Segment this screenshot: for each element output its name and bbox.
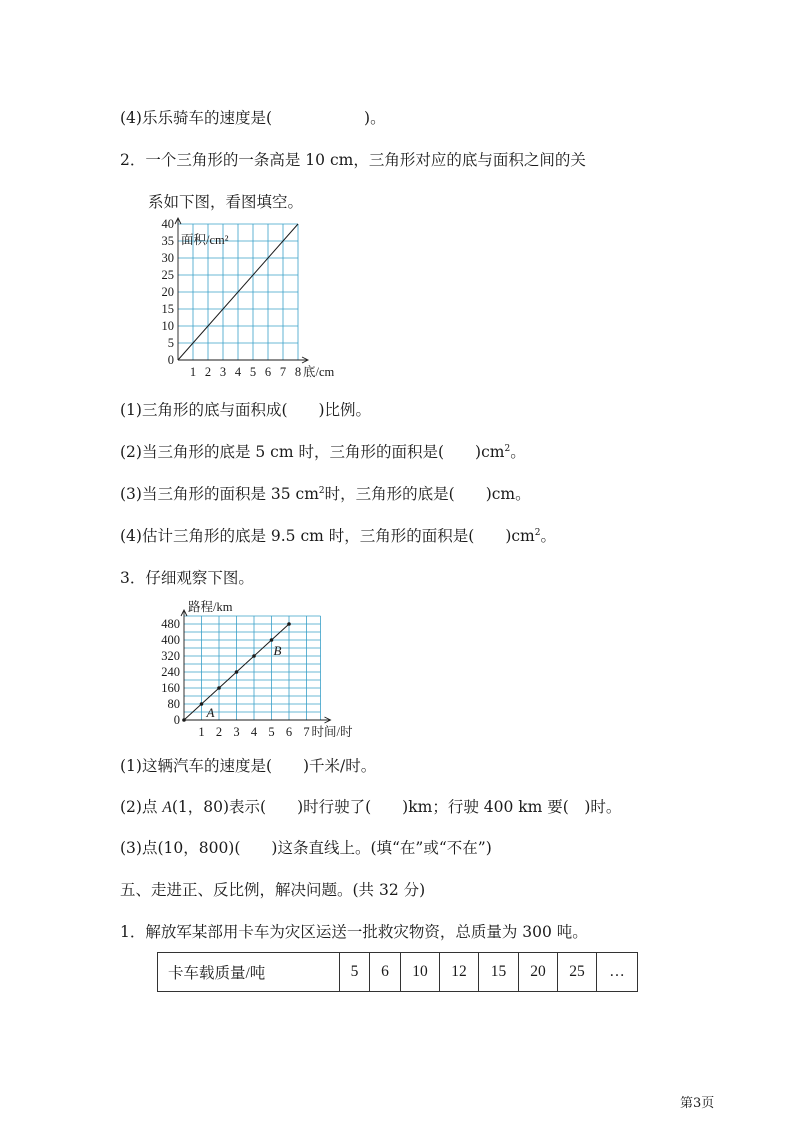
problem-3-sub2 [120,797,621,818]
x-tick-label: 6 [264,365,272,379]
data-point [200,702,204,706]
x-tick-label: 5 [249,365,257,379]
x-tick-label: 3 [233,725,240,739]
x-tick-label: 4 [234,365,242,379]
table-cell: 5 [340,953,370,992]
problem-2-sub1: (1)三角形的底与面积成( )比例。 [120,401,372,419]
table-cell: 12 [440,953,479,992]
y-tick-label: 0 [167,353,174,367]
x-tick-label: 3 [219,365,227,379]
x-axis-label: 时间/时 [311,725,353,739]
truck-load-table [157,952,638,992]
problem-2-sub4-text: (4)估计三角形的底是 9.5 cm 时，三角形的面积是( )cm [120,527,535,545]
data-point [287,622,291,626]
question-4-text: (4)乐乐骑车的速度是( [120,109,273,127]
y-tick-label: 20 [161,285,174,299]
x-tick-label: 7 [279,365,287,379]
data-point [235,670,239,674]
section-5-title: 五、走进正、反比例，解决问题。(共 32 分) [120,881,426,899]
problem-2-sub4-end: 。 [540,527,556,545]
x-axis-label: 底/cm [303,365,335,379]
x-tick-label: 8 [294,365,302,379]
y-tick-label: 10 [161,319,174,333]
table-cell: 25 [558,953,597,992]
table-header-cell: 卡车载质量/吨 [158,953,340,992]
table-cell: 15 [479,953,519,992]
point-label-a: A [206,705,215,720]
problem-2-title-line1: 2．一个三角形的一条高是 10 cm，三角形对应的底与面积之间的关 [120,151,586,169]
y-tick-label: 0 [173,713,180,727]
problem-3-title: 3．仔细观察下图。 [120,569,254,587]
table-cell: 10 [401,953,440,992]
table-cell: 6 [370,953,401,992]
y-tick-label: 25 [161,268,174,282]
problem-2-title-line2: 系如下图，看图填空。 [148,193,304,211]
problem-3-sub2-rest: (1，80)表示( )时行驶了( )km；行驶 400 km 要( )时。 [171,798,622,816]
table-cell: … [597,953,638,992]
x-tick-label: 1 [189,365,197,379]
x-tick-label: 7 [303,725,310,739]
y-tick-label: 5 [167,336,174,350]
x-tick-label: 2 [204,365,212,379]
problem-2-sub3-end: 时，三角形的底是( )cm。 [324,485,531,503]
data-point [252,654,256,658]
point-label-b: B [273,643,282,658]
x-tick-label: 2 [215,725,223,739]
y-tick-label: 15 [161,302,174,316]
point-a-label: A [162,799,172,816]
problem-2-sub2-end: 。 [510,443,526,461]
problem-3-sub1: (1)这辆汽车的速度是( )千米/时。 [120,757,377,775]
y-tick-label: 80 [167,697,180,711]
data-point [182,718,186,722]
y-tick-label: 400 [161,633,180,647]
x-tick-label: 5 [268,725,275,739]
x-tick-label: 4 [250,725,258,739]
y-tick-label: 35 [161,234,174,248]
superscript: 2 [318,485,325,496]
superscript: 2 [534,527,541,538]
table-row [158,953,638,992]
y-tick-label: 30 [161,251,174,265]
y-tick-label: 320 [161,649,180,663]
problem-2-sub2-text: (2)当三角形的底是 5 cm 时，三角形的面积是( )cm [120,443,505,461]
problem-3-sub2-text: (2)点 [120,798,163,816]
section-5-question-1: 1．解放军某部用卡车为灾区运送一批救灾物资，总质量为 300 吨。 [120,923,588,941]
x-tick-label: 6 [285,725,293,739]
y-axis-label: 面积/cm² [181,233,229,247]
y-tick-label: 40 [161,217,174,231]
x-tick-label: 1 [198,725,205,739]
page-number: 第3页 [680,1096,715,1111]
y-tick-label: 160 [161,681,180,695]
question-4-end: )。 [364,109,386,127]
table-cell: 20 [519,953,558,992]
y-tick-label: 480 [161,617,180,631]
problem-3-sub3: (3)点(10，800)( )这条直线上。(填“在”或“不在”) [120,839,492,857]
problem-2-sub3-text: (3)当三角形的面积是 35 cm [120,485,319,503]
data-point [217,686,221,690]
data-point [270,638,274,642]
chart-grid [184,616,321,720]
y-axis-label: 路程/km [188,600,233,614]
y-tick-label: 240 [161,665,180,679]
superscript: 2 [504,443,511,454]
